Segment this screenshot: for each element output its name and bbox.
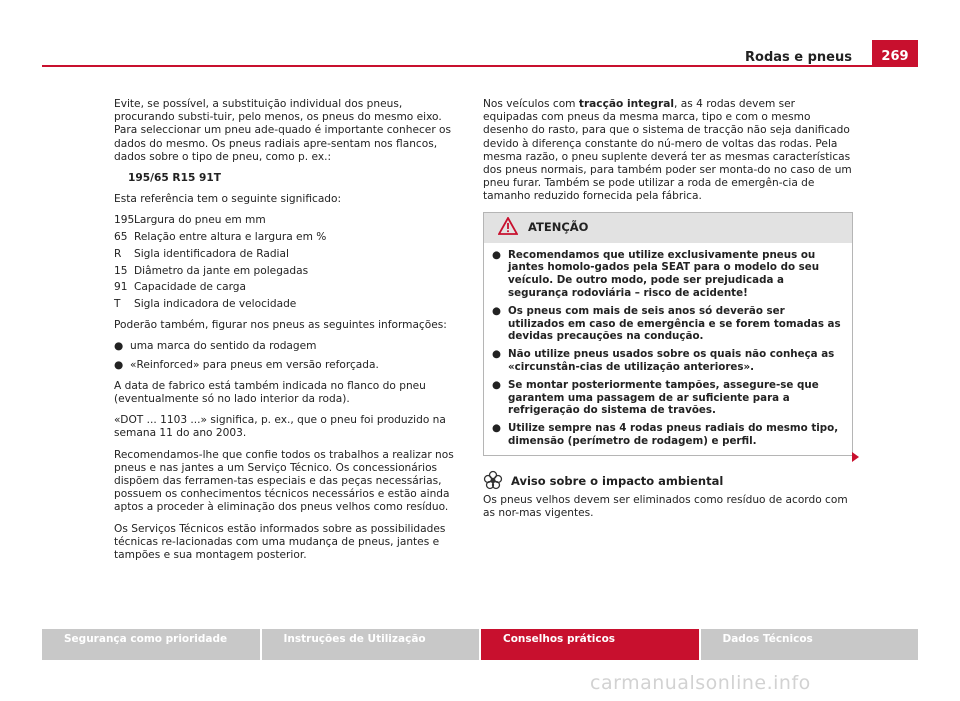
tab-dados-tecnicos[interactable]: Dados Técnicos — [701, 629, 919, 660]
definition-key: 195 — [114, 214, 135, 227]
definition-key: 15 — [114, 264, 128, 277]
warning-title: ATENÇÃO — [528, 220, 589, 235]
definition-list — [114, 214, 466, 311]
definition-row — [114, 265, 466, 278]
definition-value: Capacidade de carga — [134, 281, 247, 294]
warning-item — [492, 249, 844, 300]
flower-icon — [483, 470, 503, 494]
warning-item — [492, 379, 844, 417]
definition-value: Diâmetro da jante em polegadas — [134, 264, 309, 277]
page-number: 269 — [872, 40, 918, 67]
definition-row — [114, 214, 466, 227]
environment-title: Aviso sobre o impacto ambiental — [511, 474, 724, 489]
definition-row — [114, 281, 466, 294]
bullet-icon: ● — [492, 248, 501, 261]
tire-code: 195/65 R15 91T — [128, 172, 221, 185]
warning-item — [492, 422, 844, 448]
definition-key: 65 — [114, 231, 128, 244]
tab-instrucoes[interactable]: Instruções de Utilização — [262, 629, 480, 660]
tab-seguranca[interactable]: Segurança como prioridade — [42, 629, 260, 660]
awd-keyword: tracção integral — [578, 98, 674, 110]
header-rule — [42, 65, 918, 67]
right-column — [483, 98, 853, 528]
awd-paragraph — [483, 98, 853, 204]
warning-body — [484, 243, 852, 455]
dot-paragraph: «DOT ... 1103 ...» significa, p. ex., que o pneu foi produzido na semana 11 do ano 2003. — [114, 414, 446, 440]
bullet-icon: ● — [114, 340, 124, 353]
definition-key: 91 — [114, 281, 128, 294]
list-item — [114, 359, 466, 372]
continue-arrow-icon — [852, 452, 859, 462]
definition-key: R — [114, 247, 122, 260]
definition-row — [114, 231, 466, 244]
service-paragraph: Os Serviços Técnicos estão informados sobre as possibilidades técnicas re-lacionadas com uma mudança de pneus, jantes e tampões e sua montagem posterior. — [114, 522, 446, 561]
date-paragraph: A data de fabrico está também indicada no flanco do pneu (eventualmente só no lado interior da roda). — [114, 379, 426, 405]
awd-text-end: , as 4 rodas devem ser equipadas com pneus da mesma marca, tipo e com o mesmo desenho do rasto, para que o sistema de tracção não seja danificado devido à diferença constante do nú-mero de voltas das rodas. Pela mesma razão, o pneu suplente deverá ter as mesmas características dos pneus normais, para também poder ser monta-do no caso de um pneu furar. Também se pode utilizar a roda de emergên-cia de tamanho reduzido fornecida pela fábrica. — [483, 98, 852, 203]
definition-value: Sigla identificadora de Radial — [134, 247, 289, 260]
warning-item-text: Utilize sempre nas 4 rodas pneus radiais do mesmo tipo, dimensão (perímetro de rodagem) e perfil. — [508, 422, 839, 447]
tab-conselhos[interactable]: Conselhos práticos — [481, 629, 699, 660]
warning-item-text: Recomendamos que utilize exclusivamente pneus ou jantes homolo-gados pela SEAT para o modelo do seu veículo. De outro modo, pode ser prejudicada a segurança rodoviária – risco de acidente! — [508, 248, 820, 300]
warning-item-text: Se montar posteriormente tampões, assegure-se que garantem uma passagem de ar suficiente para a refrigeração do sistema de travões. — [508, 378, 819, 417]
meaning-intro: Esta referência tem o seguinte significado: — [114, 193, 342, 206]
bullet-icon: ● — [492, 304, 501, 317]
definition-value: Relação entre altura e largura em % — [134, 231, 327, 244]
warning-item — [492, 348, 844, 374]
watermark: carmanualsonline.info — [590, 672, 811, 694]
warning-item-text: Não utilize pneus usados sobre os quais não conheça as «circunstân-cias de utilização anteriores». — [508, 348, 835, 373]
also-intro: Poderão também, figurar nos pneus as seguintes informações: — [114, 319, 447, 332]
intro-paragraph: Evite, se possível, a substituição individual dos pneus, procurando substi-tuir, pelo menos, os pneus do mesmo eixo. Para seleccionar um pneu ade-quado é importante conhecer os dados do mesmo. Os pneus radiais apre-sentam nos flancos, dados sobre o tipo de pneu, como p. ex.: — [114, 98, 452, 163]
footer-tabs — [42, 629, 918, 660]
list-item — [114, 340, 466, 353]
environment-text: Os pneus velhos devem ser eliminados como resíduo de acordo com as nor-mas vigentes. — [483, 493, 848, 520]
bullet-icon: ● — [492, 422, 501, 435]
warning-item — [492, 305, 844, 343]
warning-triangle-icon — [498, 217, 518, 239]
left-column — [114, 98, 466, 570]
bullet-icon: ● — [492, 348, 501, 361]
section-title: Rodas e pneus — [745, 50, 852, 65]
bullet-icon: ● — [114, 358, 124, 371]
warning-item-text: Os pneus com mais de seis anos só deverão ser utilizados em caso de emergência e se forem tomadas as devidas precauções na condução. — [508, 304, 841, 343]
definition-row — [114, 298, 466, 311]
definition-value: Sigla indicadora de velocidade — [134, 297, 297, 310]
awd-text-start: Nos veículos com — [483, 98, 579, 110]
bullet-icon: ● — [492, 378, 501, 391]
list-item-text: uma marca do sentido da rodagem — [130, 340, 317, 353]
definition-key: T — [114, 297, 121, 310]
recommend-paragraph: Recomendamos-lhe que confie todos os trabalhos a realizar nos pneus e nas jantes a um Serviço Técnico. Os concessionários dispõem das ferramen-tas especiais e das peças necessárias, possuem os conhecimentos técnicos necessários e estão ainda aptos a proceder à eliminação dos pneus velhos como resíduo. — [114, 448, 454, 514]
warning-header — [484, 213, 852, 243]
definition-row — [114, 248, 466, 261]
environment-header — [483, 470, 853, 494]
list-item-text: «Reinforced» para pneus em versão reforçada. — [130, 358, 379, 371]
info-bullets — [114, 340, 466, 371]
warning-box — [483, 212, 853, 456]
definition-value: Largura do pneu em mm — [134, 214, 266, 227]
